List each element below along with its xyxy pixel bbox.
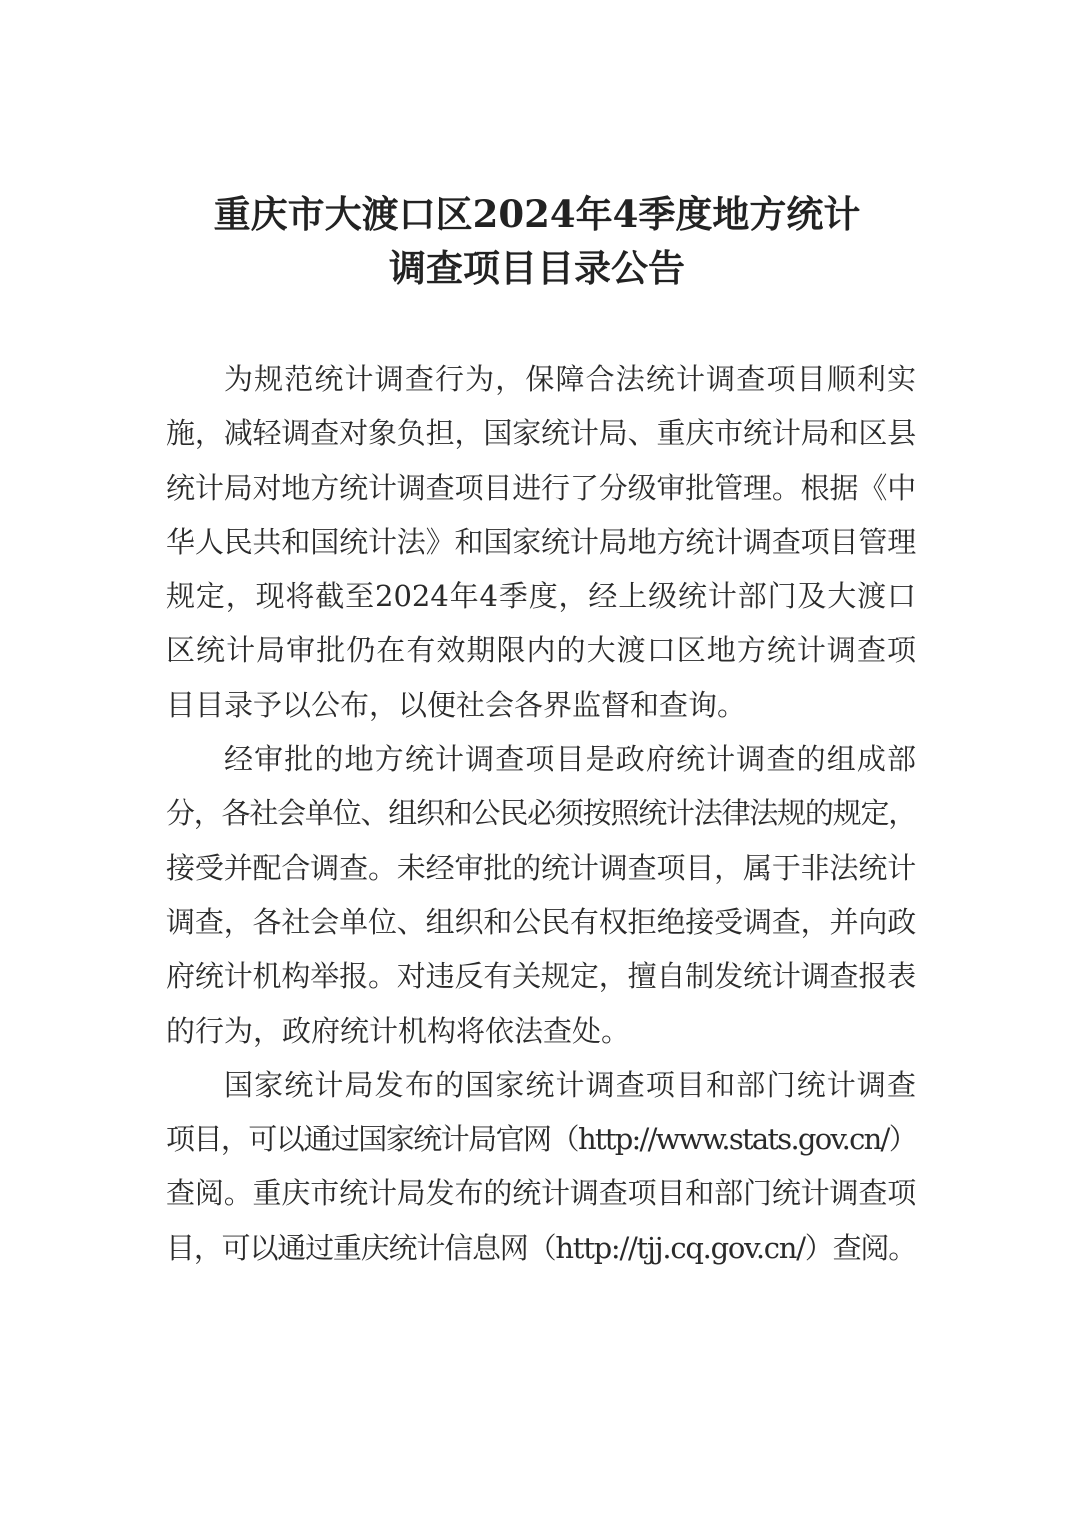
paragraph-line: 经审批的地方统计调查项目是政府统计调查的组成部 (224, 742, 916, 777)
paragraph-3 (166, 1058, 916, 1275)
paragraph-line: 分，各社会单位、组织和公民必须按照统计法律法规的规定， (166, 796, 916, 831)
document-title-line-2: 调查项目目录公告 (389, 246, 685, 290)
paragraph-line: 目，可以通过重庆统计信息网（http://tjj.cq.gov.cn/）查阅。 (166, 1230, 916, 1265)
paragraph-line: 施，减轻调查对象负担，国家统计局、重庆市统计局和区县 (166, 416, 916, 451)
paragraph-line: 接受并配合调查。未经审批的统计调查项目，属于非法统计 (166, 850, 916, 885)
paragraph-1 (166, 352, 916, 732)
paragraph-line: 调查，各社会单位、组织和公民有权拒绝接受调查，并向政 (166, 904, 916, 939)
document-title-line-1: 重庆市大渡口区2024年4季度地方统计 (213, 192, 861, 236)
paragraph-line: 府统计机构举报。对违反有关规定，擅自制发统计调查报表 (166, 959, 916, 994)
paragraph-line: 为规范统计调查行为，保障合法统计调查项目顺利实 (224, 362, 916, 396)
paragraph-line: 查阅。重庆市统计局发布的统计调查项目和部门统计调查项 (166, 1176, 916, 1211)
paragraph-line: 国家统计局发布的国家统计调查项目和部门统计调查 (224, 1067, 916, 1102)
paragraph-line: 项目，可以通过国家统计局官网（http://www.stats.gov.cn/） (166, 1122, 916, 1157)
paragraph-line: 目目录予以公布，以便社会各界监督和查询。 (166, 687, 747, 722)
paragraph-line: 华人民共和国统计法》和国家统计局地方统计调查项目管理 (166, 524, 916, 559)
paragraph-line: 的行为，政府统计机构将依法查处。 (166, 1013, 631, 1048)
paragraph-line: 统计局对地方统计调查项目进行了分级审批管理。根据《中 (166, 470, 916, 505)
document-body (166, 352, 916, 1275)
paragraph-line: 规定，现将截至2024年4季度，经上级统计部门及大渡口 (166, 579, 916, 614)
paragraph-line: 区统计局审批仍在有效期限内的大渡口区地方统计调查项 (166, 633, 916, 668)
paragraph-2 (166, 732, 916, 1058)
